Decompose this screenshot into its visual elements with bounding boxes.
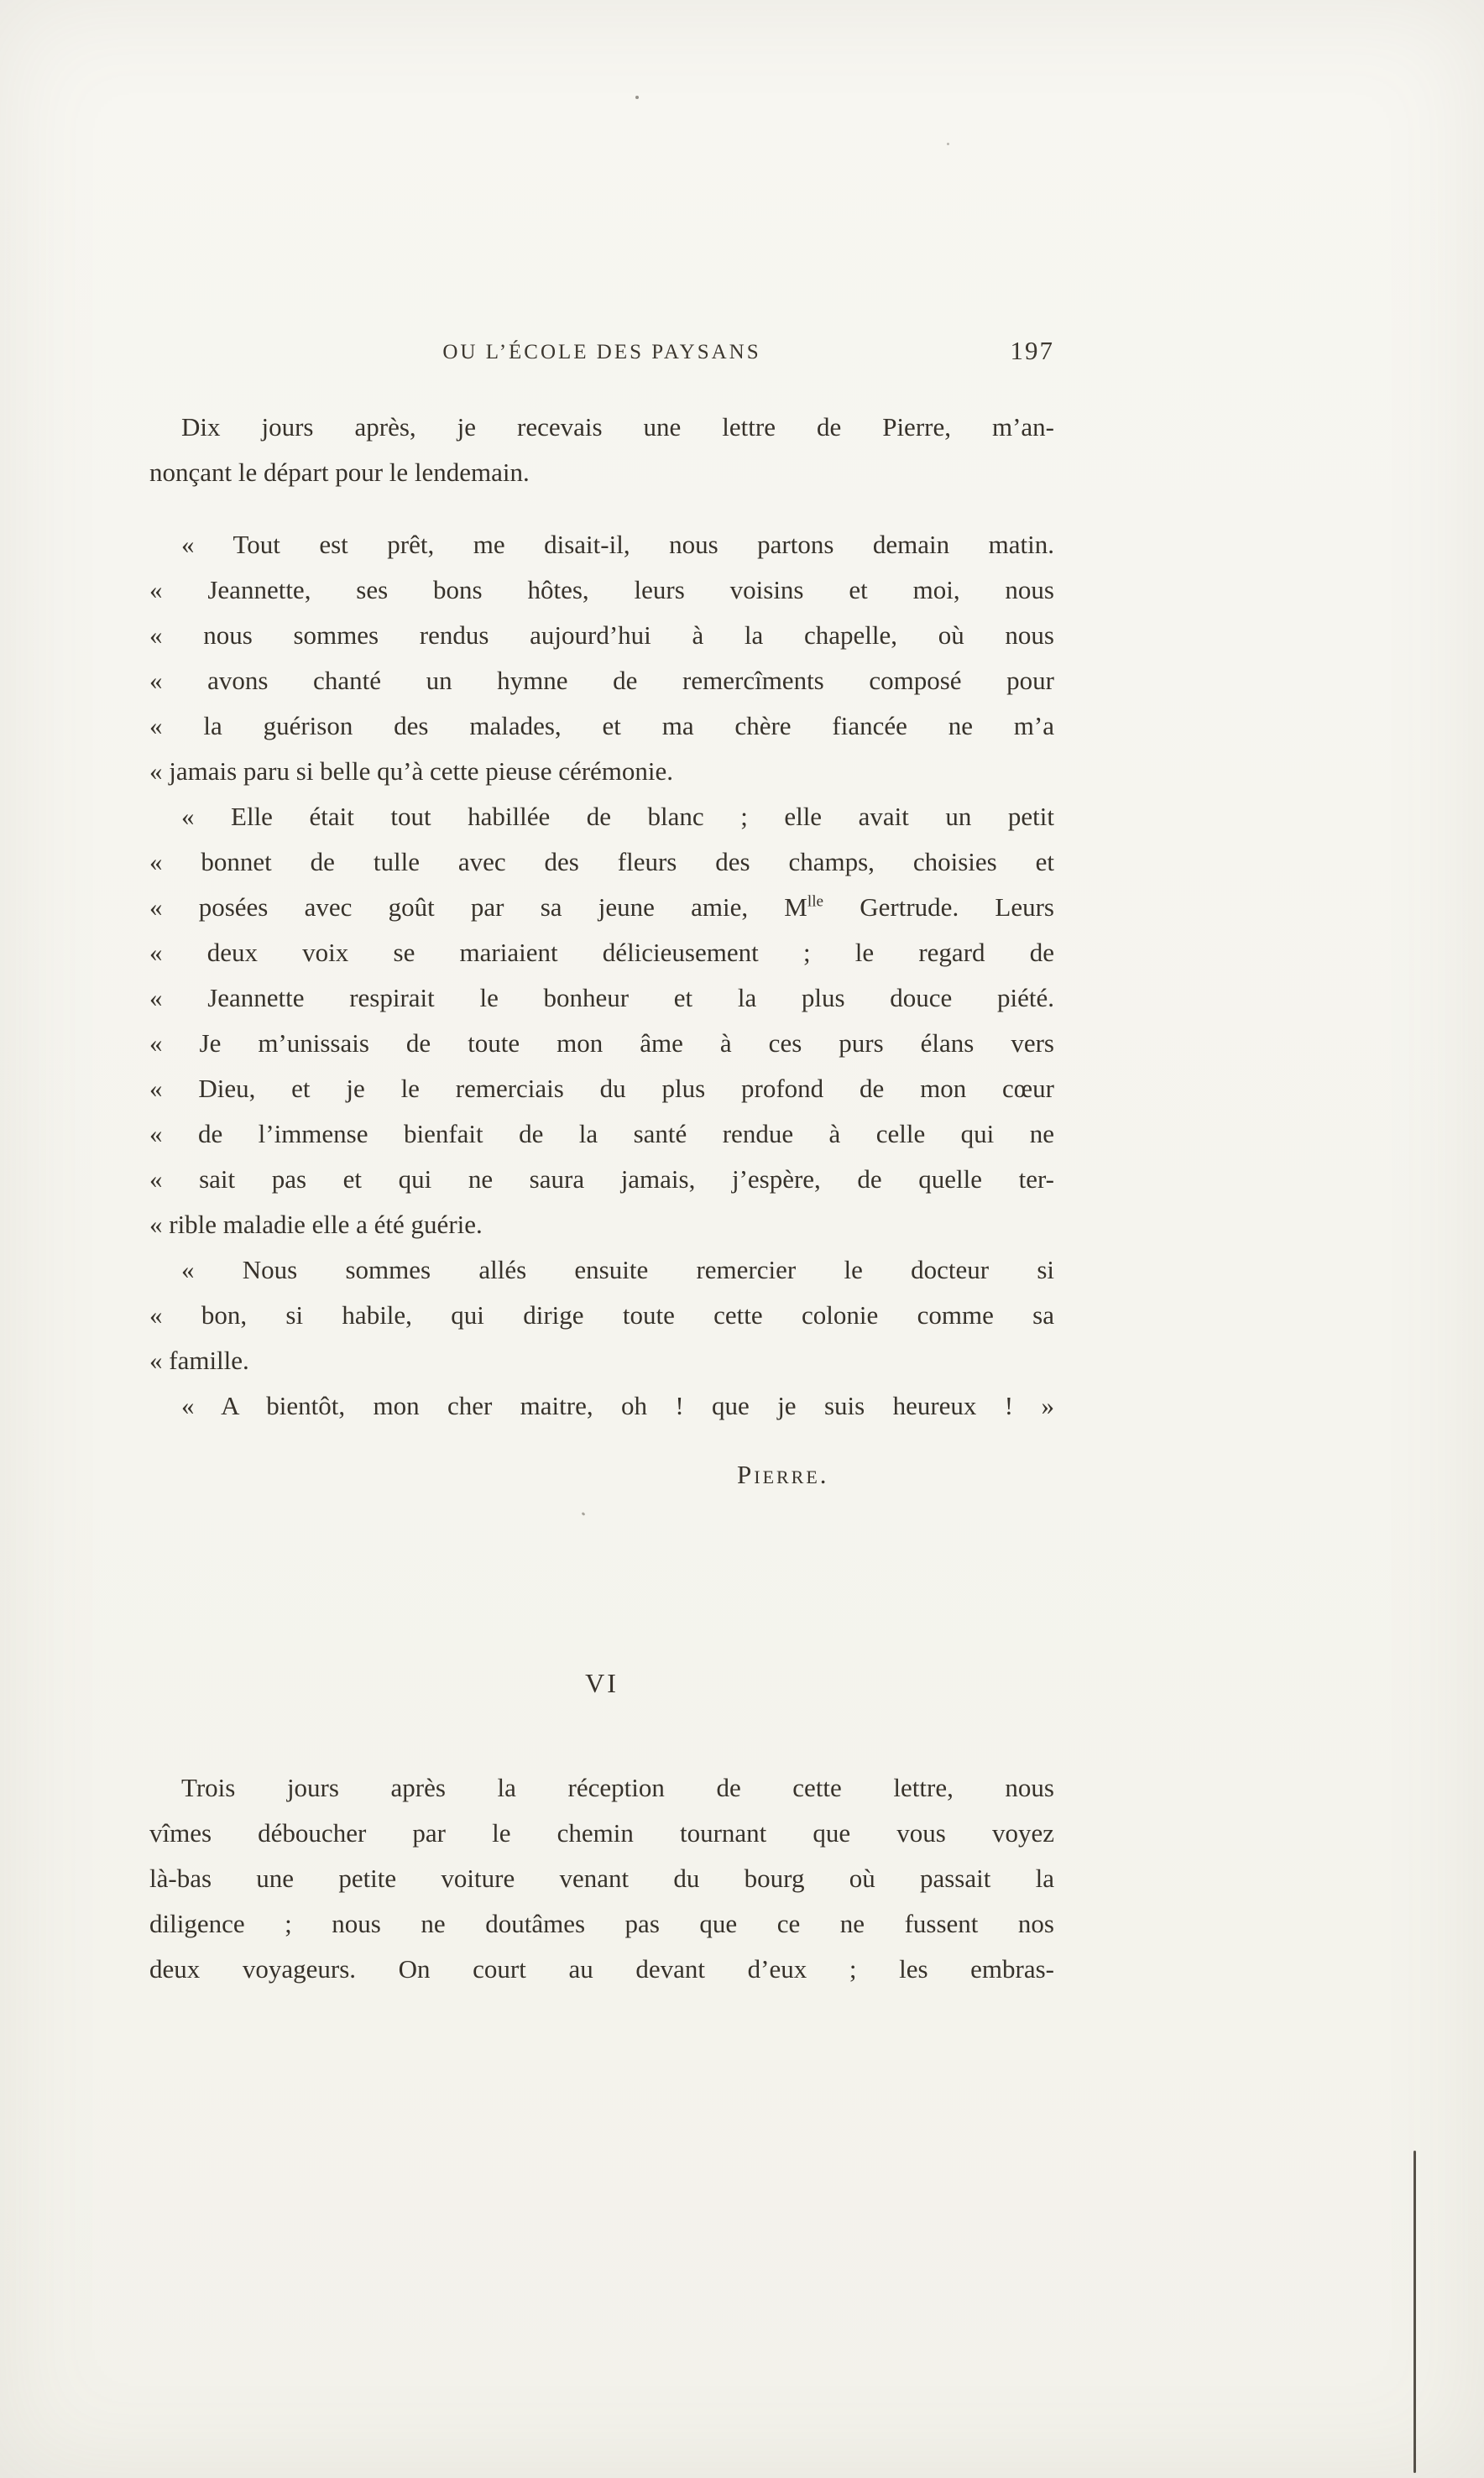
paragraph-line: Trois jours après la réception de cette lettre, nous — [181, 1773, 1054, 1802]
letter-line: « Je m’unissais de toute mon âme à ces purs élans vers — [149, 1028, 1054, 1058]
superscript-abbreviation: lle — [807, 892, 824, 911]
letter-line: « de l’immense bienfait de la santé rendue à celle qui ne — [149, 1119, 1054, 1148]
letter-line: « Nous sommes allés ensuite remercier le docteur si — [181, 1255, 1054, 1284]
paragraph-line: là-bas une petite voiture venant du bourg où passait la — [149, 1864, 1054, 1893]
scan-speck — [635, 96, 639, 99]
running-header — [149, 336, 1054, 369]
page-edge-line — [1413, 2151, 1416, 2473]
letter-line: « famille. — [149, 1346, 249, 1375]
letter-line: « Jeannette respirait le bonheur et la plus douce piété. — [149, 983, 1054, 1012]
letter-line: « Tout est prêt, me disait-il, nous partons demain matin. — [181, 530, 1054, 559]
letter-line: « avons chanté un hymne de remercîments composé pour — [149, 666, 1054, 695]
letter-line: « deux voix se mariaient délicieusement ; le regard de — [149, 938, 1054, 967]
letter-line: « Dieu, et je le remerciais du plus profond de mon cœur — [149, 1074, 1054, 1103]
section-heading: VI — [585, 1668, 619, 1698]
paragraph-line: nonçant le départ pour le lendemain. — [149, 457, 530, 487]
letter-line: « Elle était tout habillée de blanc ; elle avait un petit — [181, 802, 1054, 831]
letter-block — [149, 522, 1054, 1498]
letter-line — [149, 885, 1054, 930]
letter-line: « A bientôt, mon cher maitre, oh ! que je suis heureux ! » — [181, 1391, 1054, 1420]
letter-line: « bonnet de tulle avec des fleurs des champs, choisies et — [149, 847, 1054, 876]
page-number: 197 — [1010, 336, 1054, 365]
paragraph-line: Dix jours après, je recevais une lettre de Pierre, m’an- — [181, 412, 1054, 442]
letter-line: « nous sommes rendus aujourd’hui à la chapelle, où nous — [149, 620, 1054, 650]
letter-line: « sait pas et qui ne saura jamais, j’espère, de quelle ter- — [149, 1164, 1054, 1194]
letter-signature: Pierre. — [737, 1460, 829, 1489]
paragraph-line: vîmes déboucher par le chemin tournant que vous voyez — [149, 1818, 1054, 1848]
letter-line: « Jeannette, ses bons hôtes, leurs voisins et moi, nous — [149, 575, 1054, 604]
closing-paragraph — [149, 1765, 1054, 1992]
letter-line: « jamais paru si belle qu’à cette pieuse cérémonie. — [149, 756, 674, 786]
scan-speck — [947, 143, 949, 145]
text-block — [149, 336, 1054, 1992]
letter-line: « bon, si habile, qui dirige toute cette colonie comme sa — [149, 1300, 1054, 1330]
letter-line: « rible maladie elle a été guérie. — [149, 1210, 483, 1239]
paragraph-line: diligence ; nous ne doutâmes pas que ce ne fussent nos — [149, 1909, 1054, 1938]
paragraph-line: deux voyageurs. On court au devant d’eux ; les embras- — [149, 1954, 1054, 1984]
header-title: OU L’ÉCOLE DES PAYSANS — [442, 341, 761, 363]
intro-paragraph — [149, 405, 1054, 495]
letter-line-text: « posées avec goût par sa jeune amie, M — [149, 892, 807, 922]
letter-line-text: Gertrude. Leurs — [823, 892, 1054, 922]
letter-line: « la guérison des malades, et ma chère fiancée ne m’a — [149, 711, 1054, 740]
